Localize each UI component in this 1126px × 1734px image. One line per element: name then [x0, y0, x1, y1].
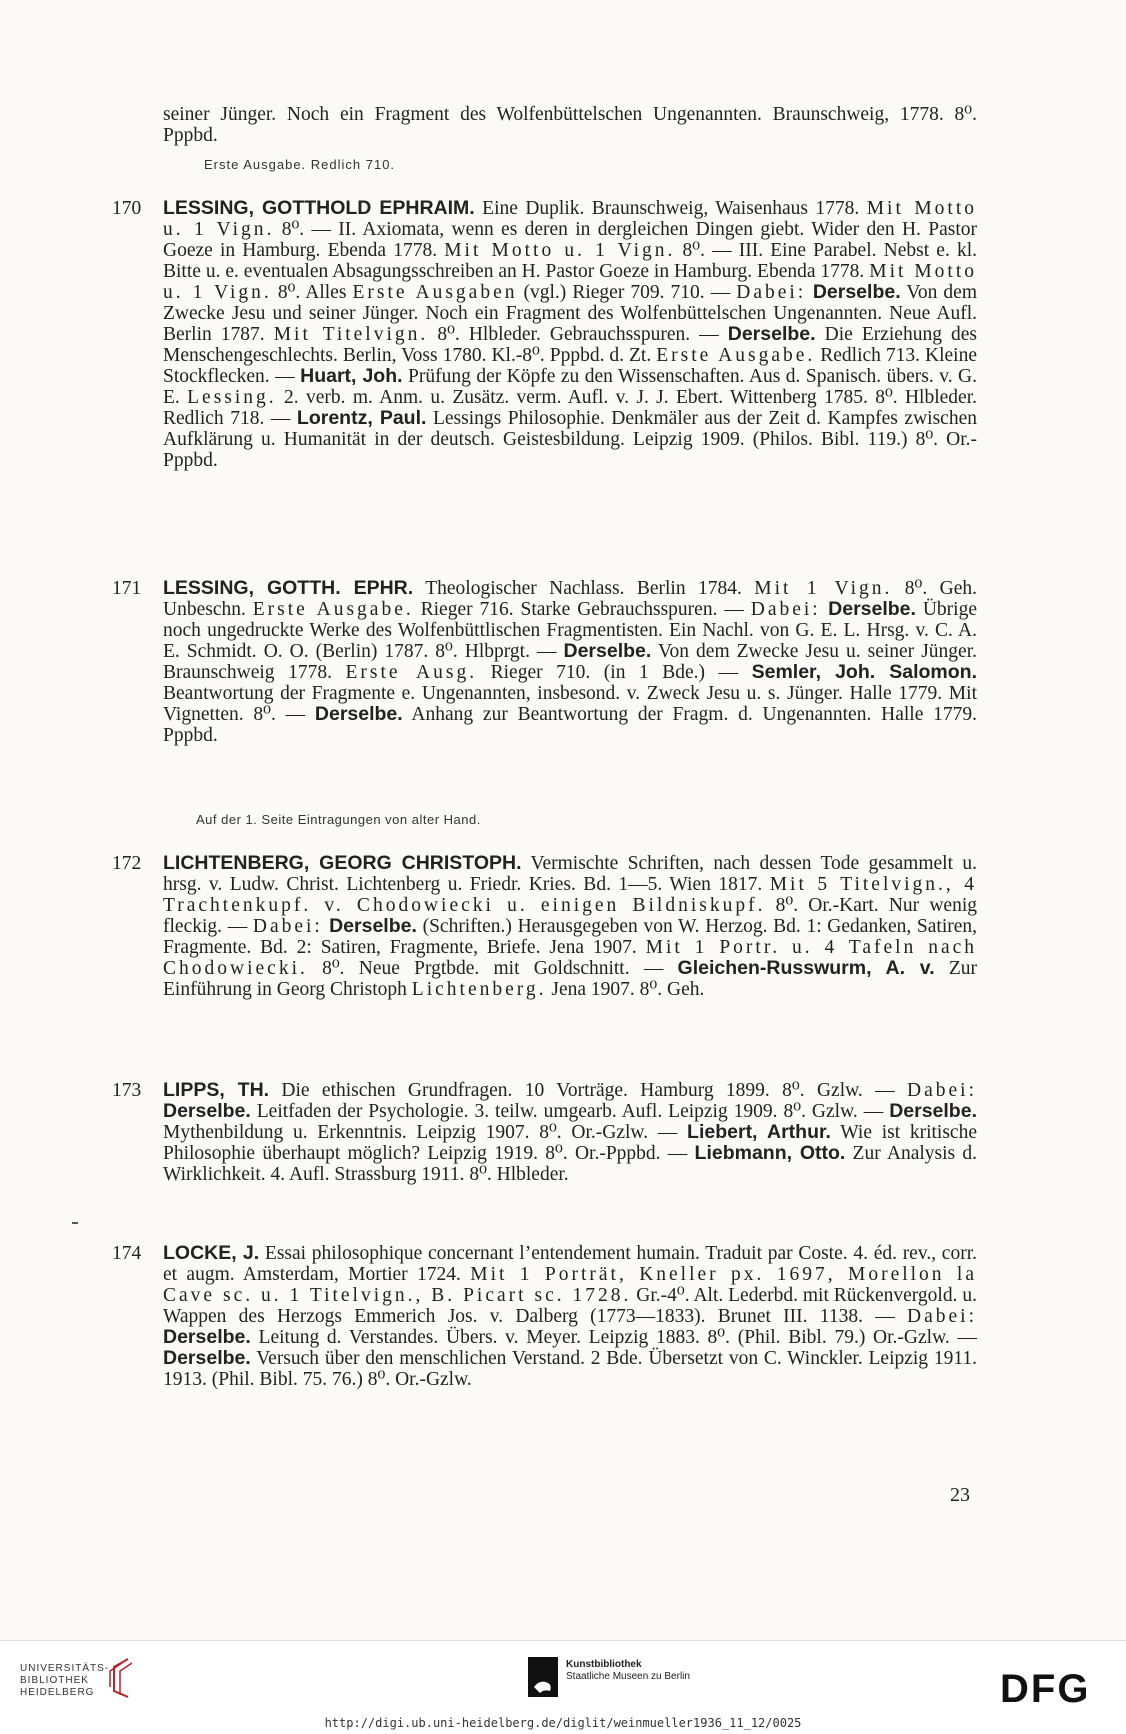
kunstbibliothek-logo-icon: [528, 1657, 558, 1697]
lot-number-170: 170: [112, 198, 142, 219]
continuation-note: Erste Ausgabe. Redlich 710.: [204, 157, 396, 172]
uni-heidelberg-logo-icon: [106, 1657, 134, 1699]
continuation-text: seiner Jünger. Noch ein Fragment des Wolfenbüttelschen Ungenannten. Braunschweig, 1778. 8⁰. Pppbd.: [163, 104, 977, 146]
margin-mark: [72, 1222, 78, 1224]
lot-number-172: 172: [112, 853, 142, 874]
lot-number-174: 174: [112, 1243, 142, 1264]
entry-heading: LIPPS, TH.: [163, 1079, 270, 1101]
uni-heidelberg-label: UNIVERSITÄTS- BIBLIOTHEK HEIDELBERG: [20, 1663, 110, 1698]
entry-heading: LESSING, GOTTH. EPHR.: [163, 577, 414, 599]
dfg-logo: DFG: [1000, 1667, 1091, 1711]
lot-entry-171: LESSING, GOTTH. EPHR. Theologischer Nachlass. Berlin 1784. Mit 1 Vign. 8⁰. Geh. Unbeschn. Erste Ausgabe. Rieger 716. Starke Gebrauchsspuren. — Dabei: Derselbe. Übrige noch ungedruckte Werke des Wolfenbüttlischen Fragmentisten. Ein Nachl. von G. E. L. Hrsg. v. C. A. E. Schmidt. O. O. (Berlin) 1787. 8⁰. Hlbprgt. — Derselbe. Von dem Zwecke Jesu u. seiner Jünger. Braunschweig 1778. Erste Ausg. Rieger 710. (in 1 Bde.) — Semler, Joh. Salomon. Beantwortung der Fragmente e. Ungenannten, insbesond. v. Zweck Jesu u. s. Jünger. Halle 1779. Mit Vignetten. 8⁰. — Derselbe. Anhang zur Beantwortung der Fragm. d. Ungenannten. Halle 1779. Pppbd.: [163, 577, 978, 746]
source-url[interactable]: http://digi.ub.uni-heidelberg.de/diglit/weinmueller1936_11_12/0025: [324, 1716, 802, 1730]
entry-heading: LESSING, GOTTHOLD EPHRAIM.: [163, 197, 475, 219]
lot-entry-172: LICHTENBERG, GEORG CHRISTOPH. Vermischte Schriften, nach dessen Tode gesammelt u. hrsg. v. Ludw. Christ. Lichtenberg u. Friedr. Kries. Bd. 1—5. Wien 1817. Mit 5 Titelvign., 4 Trachtenkupf. v. Chodowiecki u. einigen Bildniskupf. 8⁰. Or.-Kart. Nur wenig fleckig. — Dabei: Derselbe. (Schriften.) Herausgegeben von W. Herzog. Bd. 1: Gedanken, Satiren, Fragmente. Bd. 2: Satiren, Fragmente, Briefe. Jena 1907. Mit 1 Portr. u. 4 Tafeln nach Chodowiecki. 8⁰. Neue Prgtbde. mit Goldschnitt. — Gleichen-Russwurm, A. v. Zur Einführung in Georg Christoph Lichtenberg. Jena 1907. 8⁰. Geh.: [163, 852, 978, 1000]
entry-note-171: Auf der 1. Seite Eintragungen von alter Hand.: [196, 812, 481, 827]
entry-heading: LOCKE, J.: [163, 1242, 260, 1264]
lot-entry-174: LOCKE, J. Essai philosophique concernant l’entendement humain. Traduit par Coste. 4. éd. rev., corr. et augm. Amsterdam, Mortier 1724. Mit 1 Porträt, Kneller px. 1697, Morellon la Cave sc. u. 1 Titelvign., B. Picart sc. 1728. Gr.-4⁰. Alt. Lederbd. mit Rückenvergold. u. Wappen des Herzogs Emmerich Jos. v. Dalberg (1773—1833). Brunet III. 1138. — Dabei: Derselbe. Leitung d. Verstandes. Übers. v. Meyer. Leipzig 1883. 8⁰. (Phil. Bibl. 79.) Or.-Gzlw. — Derselbe. Versuch über den menschlichen Verstand. 2 Bde. Übersetzt von C. Winckler. Leipzig 1911. 1913. (Phil. Bibl. 75. 76.) 8⁰. Or.-Gzlw.: [163, 1242, 977, 1390]
digitization-footer: [0, 1640, 1126, 1734]
lot-number-171: 171: [112, 578, 142, 599]
kunstbibliothek-label: Kunstbibliothek Staatliche Museen zu Berlin: [566, 1659, 690, 1682]
lot-entry-173: LIPPS, TH. Die ethischen Grundfragen. 10 Vorträge. Hamburg 1899. 8⁰. Gzlw. — Dabei: Derselbe. Leitfaden der Psychologie. 3. teilw. umgearb. Aufl. Leipzig 1909. 8⁰. Gzlw. — Derselbe. Mythenbildung u. Erkenntnis. Leipzig 1907. 8⁰. Or.-Gzlw. — Liebert, Arthur. Wie ist kritische Philosophie überhaupt möglich? Leipzig 1919. 8⁰. Or.-Pppbd. — Liebmann, Otto. Zur Analysis d. Wirklichkeit. 4. Aufl. Strassburg 1911. 8⁰. Hlbleder.: [163, 1079, 977, 1185]
lot-number-173: 173: [112, 1080, 142, 1101]
page-number: 23: [950, 1484, 970, 1506]
lot-entry-170: LESSING, GOTTHOLD EPHRAIM. Eine Duplik. Braunschweig, Waisenhaus 1778. Mit Motto u. 1 Vign. 8⁰. — II. Axiomata, wenn es deren in dergleichen Dingen giebt. Wider den H. Pastor Goeze in Hamburg. Ebenda 1778. Mit Motto u. 1 Vign. 8⁰. — III. Eine Parabel. Nebst e. kl. Bitte u. e. eventualen Absagungsschreiben an H. Pastor Goeze in Hamburg. Ebenda 1778. Mit Motto u. 1 Vign. 8⁰. Alles Erste Ausgaben (vgl.) Rieger 709. 710. — Dabei: Derselbe. Von dem Zwecke Jesu und seiner Jünger. Noch ein Fragment des Wolfenbüttelschen Ungenannten. Neue Aufl. Berlin 1787. Mit Titelvign. 8⁰. Hlbleder. Gebrauchsspuren. — Derselbe. Die Erziehung des Menschengeschlechts. Berlin, Voss 1780. Kl.-8⁰. Pppbd. d. Zt. Erste Ausgabe. Redlich 713. Kleine Stockflecken. — Huart, Joh. Prüfung der Köpfe zu den Wissenschaften. Aus d. Spanisch. übers. v. G. E. Lessing. 2. verb. m. Anm. u. Zusätz. verm. Aufl. v. J. J. Ebert. Wittenberg 1785. 8⁰. Hlbleder. Redlich 718. — Lorentz, Paul. Lessings Philosophie. Denkmäler aus der Zeit d. Kampfes zwischen Aufklärung u. Humanität in der deutsch. Geistesbildung. Leipzig 1909. (Philos. Bibl. 119.) 8⁰. Or.-Pppbd.: [163, 197, 978, 471]
entry-heading: LICHTENBERG, GEORG CHRISTOPH.: [163, 852, 522, 874]
